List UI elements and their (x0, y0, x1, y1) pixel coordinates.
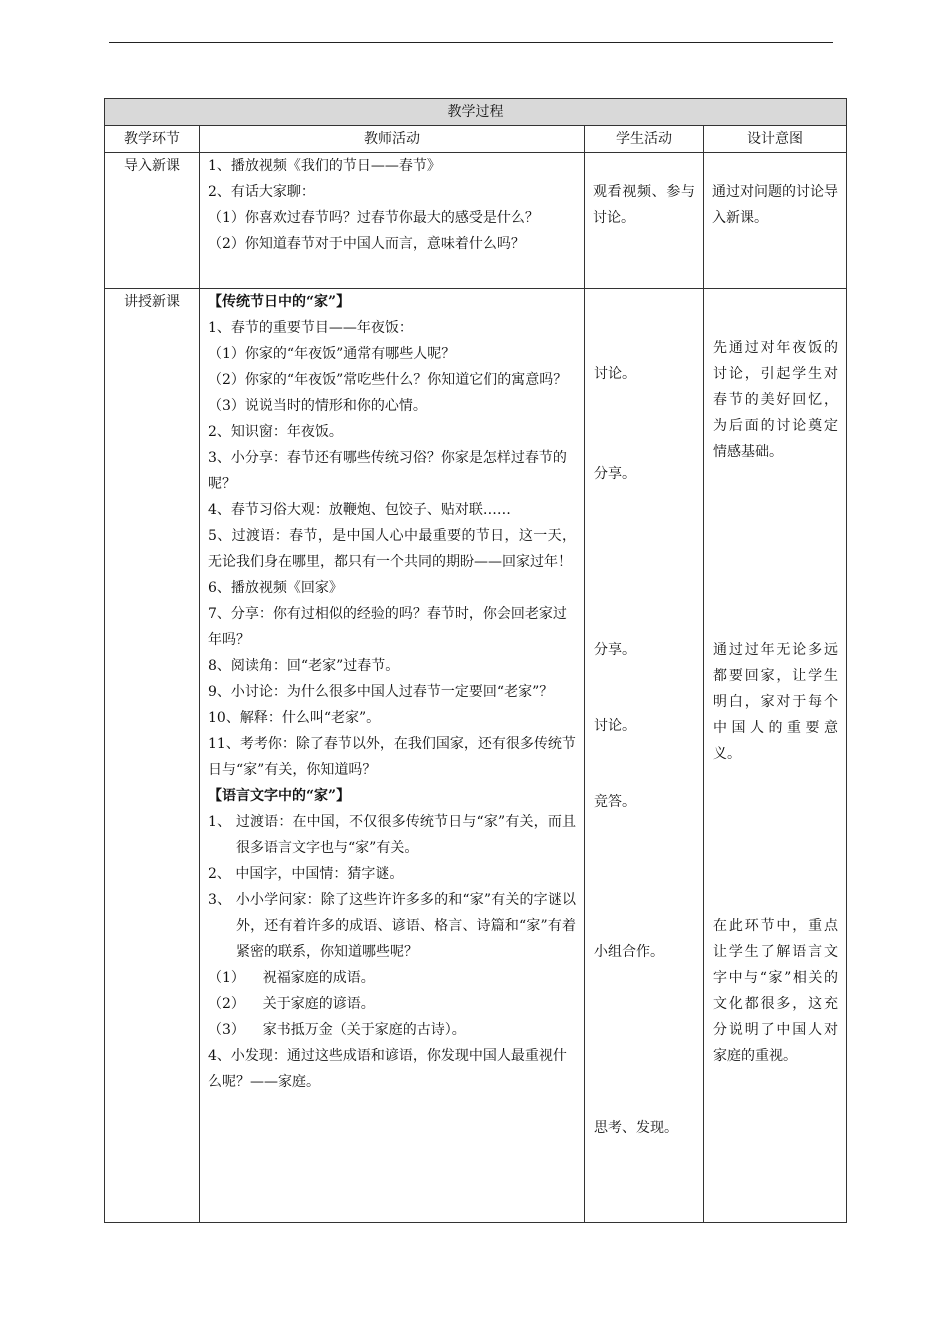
intro-line-3: （1）你喜欢过春节吗？过春节你最大的感受是什么？ (208, 210, 539, 226)
teacher-teach (200, 289, 585, 1223)
table-row-teach (105, 289, 847, 1223)
teach-line-3: （2）你家的“年夜饭”常吃些什么？你知道它们的寓意吗？ (208, 372, 568, 388)
student-activity-3: 分享。 (594, 642, 636, 658)
student-activity-7: 思考、发现。 (594, 1120, 678, 1136)
student-activity-4: 讨论。 (594, 718, 636, 734)
teach-line-7: 4、春节习俗大观：放鞭炮、包饺子、贴对联…… (208, 502, 511, 518)
teach-line-9: 6、播放视频《回家》 (208, 580, 343, 596)
intro-line-2: 2、有话大家聊： (208, 184, 315, 200)
lang-subitem-3: （3） 家书抵万金（关于家庭的古诗）。 (208, 1022, 466, 1038)
lang-subitem-1: （1） 祝福家庭的成语。 (208, 970, 375, 986)
intro-line-1: 1、播放视频《我们的节日——春节》 (208, 158, 441, 174)
student-activity-5: 竞答。 (594, 794, 636, 810)
student-activity-1: 讨论。 (594, 366, 636, 382)
student-teach (585, 289, 704, 1223)
lang-item-3: 3、 小小学问家：除了这些许许多多的和“家”有关的字谜以外，还有着许多的成语、谚语、格言、诗篇和“家”有着紧密的联系，你知道哪些呢？ (208, 892, 576, 960)
teach-line-5: 2、知识窗：年夜饭。 (208, 424, 343, 440)
intent-intro (704, 153, 847, 289)
lang-subitem-2: （2） 关于家庭的谚语。 (208, 996, 375, 1012)
teach-line-14: 11、考考你：除了春节以外，在我们国家，还有很多传统节日与“家”有关，你知道吗？ (208, 736, 576, 778)
student-intro-text: 观看视频、参与讨论。 (593, 184, 695, 226)
teach-line-1: 1、春节的重要节目——年夜饭： (208, 320, 413, 336)
teach-line-12: 9、小讨论：为什么很多中国人过春节一定要回“老家”？ (208, 684, 554, 700)
teach-line-2: （1）你家的“年夜饭”通常有哪些人呢？ (208, 346, 456, 362)
table-header-row (105, 126, 847, 153)
lang-item-2: 2、 中国字，中国情：猜字谜。 (208, 866, 404, 882)
lang-last: 4、小发现：通过这些成语和谚语，你发现中国人最重视什么呢？——家庭。 (208, 1048, 567, 1090)
header-rule (109, 42, 833, 43)
teacher-intro (200, 153, 585, 289)
table-title-row (105, 99, 847, 126)
student-activity-2: 分享。 (594, 466, 636, 482)
intent-2: 通过过年无论多远都要回家，让学生明白，家对于每个中国人的重要意义。 (713, 642, 838, 762)
table-row-intro (105, 153, 847, 289)
header-intent: 设计意图 (704, 126, 847, 153)
lang-item-1: 1、 过渡语：在中国，不仅很多传统节日与“家”有关，而且很多语言文字也与“家”有关。 (208, 814, 576, 856)
stage-intro: 导入新课 (105, 153, 200, 289)
teach-line-10: 7、分享：你有过相似的经验的吗？春节时，你会回老家过年吗？ (208, 606, 567, 648)
intent-intro-text: 通过对问题的讨论导入新课。 (712, 184, 838, 226)
intent-3: 在此环节中，重点让学生了解语言文字中与“家”相关的文化都很多，这充分说明了中国人对家庭的重视。 (713, 918, 838, 1064)
teach-line-11: 8、阅读角：回“老家”过春节。 (208, 658, 400, 674)
student-activity-6: 小组合作。 (594, 944, 664, 960)
intent-1: 先通过对年夜饭的讨论，引起学生对春节的美好回忆，为后面的讨论奠定情感基础。 (713, 340, 838, 460)
teach-line-6: 3、小分享：春节还有哪些传统习俗？你家是怎样过春节的呢？ (208, 450, 567, 492)
section-title-language: 【语言文字中的“家”】 (208, 788, 351, 804)
section-title-festival: 【传统节日中的“家”】 (208, 294, 351, 310)
header-stage: 教学环节 (105, 126, 200, 153)
lesson-process-table (104, 98, 847, 1223)
table-title: 教学过程 (105, 99, 847, 126)
student-intro (585, 153, 704, 289)
header-student: 学生活动 (585, 126, 704, 153)
intro-line-4: （2）你知道春节对于中国人而言，意味着什么吗？ (208, 236, 525, 252)
intent-teach (704, 289, 847, 1223)
teach-line-8: 5、过渡语：春节，是中国人心中最重要的节日，这一天，无论我们身在哪里，都只有一个共同的期盼——回家过年！ (208, 528, 576, 570)
teach-line-4: （3）说说当时的情形和你的心情。 (208, 398, 427, 414)
teach-line-13: 10、解释：什么叫“老家”。 (208, 710, 381, 726)
header-teacher: 教师活动 (200, 126, 585, 153)
stage-teach: 讲授新课 (105, 289, 200, 1223)
